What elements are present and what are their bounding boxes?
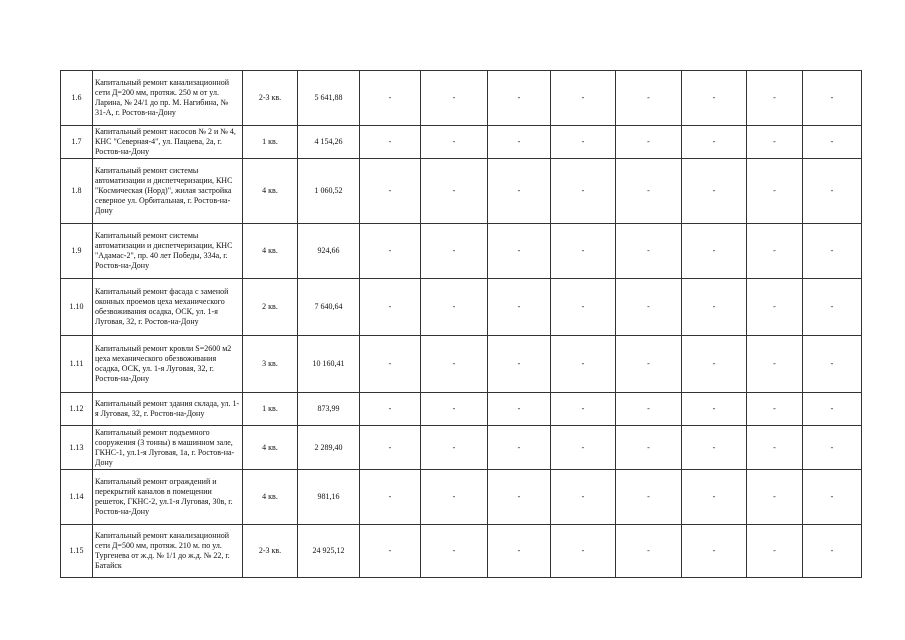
work-description: Капитальный ремонт насосов № 2 и № 4, КНС "Северная-4", ул. Пацаева, 2а, г. Ростов-на-Дону bbox=[93, 126, 243, 159]
row-number: 1.11 bbox=[61, 336, 93, 393]
empty-value-cell: - bbox=[803, 71, 862, 126]
work-description: Капитальный ремонт системы автоматизации и диспетчеризации, КНС "Адамас-2", пр. 40 лет Победы, 334а, г. Ростов-на-Дону bbox=[93, 224, 243, 279]
quarter-cell: 3 кв. bbox=[243, 336, 298, 393]
empty-value-cell: - bbox=[360, 470, 421, 525]
empty-value-cell: - bbox=[682, 336, 747, 393]
amount-cell: 10 160,41 bbox=[298, 336, 360, 393]
empty-value-cell: - bbox=[551, 279, 616, 336]
empty-value-cell: - bbox=[616, 71, 682, 126]
table-row bbox=[61, 525, 862, 578]
empty-value-cell: - bbox=[551, 336, 616, 393]
empty-value-cell: - bbox=[360, 159, 421, 224]
empty-value-cell: - bbox=[682, 126, 747, 159]
empty-value-cell: - bbox=[747, 336, 803, 393]
empty-value-cell: - bbox=[803, 393, 862, 426]
table-row bbox=[61, 159, 862, 224]
row-number: 1.9 bbox=[61, 224, 93, 279]
empty-value-cell: - bbox=[488, 393, 551, 426]
quarter-cell: 2 кв. bbox=[243, 279, 298, 336]
quarter-cell: 4 кв. bbox=[243, 426, 298, 470]
amount-cell: 5 641,88 bbox=[298, 71, 360, 126]
empty-value-cell: - bbox=[682, 279, 747, 336]
empty-value-cell: - bbox=[747, 279, 803, 336]
empty-value-cell: - bbox=[551, 525, 616, 578]
row-number: 1.6 bbox=[61, 71, 93, 126]
row-number: 1.13 bbox=[61, 426, 93, 470]
empty-value-cell: - bbox=[421, 525, 488, 578]
empty-value-cell: - bbox=[747, 71, 803, 126]
empty-value-cell: - bbox=[551, 470, 616, 525]
empty-value-cell: - bbox=[488, 224, 551, 279]
empty-value-cell: - bbox=[488, 525, 551, 578]
empty-value-cell: - bbox=[803, 279, 862, 336]
empty-value-cell: - bbox=[551, 159, 616, 224]
empty-value-cell: - bbox=[747, 393, 803, 426]
empty-value-cell: - bbox=[803, 525, 862, 578]
empty-value-cell: - bbox=[421, 159, 488, 224]
row-number: 1.7 bbox=[61, 126, 93, 159]
table-row bbox=[61, 279, 862, 336]
table-row bbox=[61, 426, 862, 470]
work-description: Капитальный ремонт здания склада, ул. 1-я Луговая, 32, г. Ростов-на-Дону bbox=[93, 393, 243, 426]
amount-cell: 4 154,26 bbox=[298, 126, 360, 159]
table-row bbox=[61, 126, 862, 159]
empty-value-cell: - bbox=[421, 279, 488, 336]
work-description: Капитальный ремонт канализационной сети Д=500 мм, протяж. 210 м. по ул. Тургенева от ж.д. № 1/1 до ж.д. № 22, г. Батайск bbox=[93, 525, 243, 578]
empty-value-cell: - bbox=[803, 159, 862, 224]
empty-value-cell: - bbox=[747, 159, 803, 224]
row-number: 1.15 bbox=[61, 525, 93, 578]
empty-value-cell: - bbox=[360, 71, 421, 126]
amount-cell: 873,99 bbox=[298, 393, 360, 426]
work-description: Капитальный ремонт ограждений и перекрытий каналов в помещении решеток, ГКНС-2, ул.1-я Луговая, 30в, г. Ростов-на-Дону bbox=[93, 470, 243, 525]
quarter-cell: 4 кв. bbox=[243, 470, 298, 525]
amount-cell: 1 060,52 bbox=[298, 159, 360, 224]
empty-value-cell: - bbox=[682, 71, 747, 126]
empty-value-cell: - bbox=[616, 126, 682, 159]
empty-value-cell: - bbox=[616, 224, 682, 279]
empty-value-cell: - bbox=[616, 336, 682, 393]
row-number: 1.10 bbox=[61, 279, 93, 336]
quarter-cell: 2-3 кв. bbox=[243, 525, 298, 578]
empty-value-cell: - bbox=[551, 393, 616, 426]
quarter-cell: 1 кв. bbox=[243, 126, 298, 159]
empty-value-cell: - bbox=[682, 525, 747, 578]
empty-value-cell: - bbox=[747, 224, 803, 279]
empty-value-cell: - bbox=[360, 426, 421, 470]
table-row bbox=[61, 470, 862, 525]
empty-value-cell: - bbox=[616, 525, 682, 578]
empty-value-cell: - bbox=[360, 224, 421, 279]
empty-value-cell: - bbox=[747, 426, 803, 470]
empty-value-cell: - bbox=[421, 336, 488, 393]
empty-value-cell: - bbox=[682, 470, 747, 525]
empty-value-cell: - bbox=[488, 336, 551, 393]
amount-cell: 924,66 bbox=[298, 224, 360, 279]
empty-value-cell: - bbox=[488, 126, 551, 159]
empty-value-cell: - bbox=[616, 279, 682, 336]
empty-value-cell: - bbox=[360, 336, 421, 393]
empty-value-cell: - bbox=[803, 126, 862, 159]
empty-value-cell: - bbox=[682, 393, 747, 426]
empty-value-cell: - bbox=[616, 393, 682, 426]
row-number: 1.8 bbox=[61, 159, 93, 224]
quarter-cell: 2-3 кв. bbox=[243, 71, 298, 126]
table-row bbox=[61, 393, 862, 426]
quarter-cell: 4 кв. bbox=[243, 224, 298, 279]
empty-value-cell: - bbox=[360, 525, 421, 578]
empty-value-cell: - bbox=[616, 159, 682, 224]
empty-value-cell: - bbox=[551, 224, 616, 279]
row-number: 1.14 bbox=[61, 470, 93, 525]
empty-value-cell: - bbox=[747, 525, 803, 578]
amount-cell: 2 289,40 bbox=[298, 426, 360, 470]
quarter-cell: 1 кв. bbox=[243, 393, 298, 426]
quarter-cell: 4 кв. bbox=[243, 159, 298, 224]
table-body bbox=[61, 71, 862, 578]
amount-cell: 981,16 bbox=[298, 470, 360, 525]
work-description: Капитальный ремонт фасада с заменой оконных проемов цеха механического обезвоживания осадка, ОСК, ул. 1-я Луговая, 32, г. Ростов-на-Дону bbox=[93, 279, 243, 336]
empty-value-cell: - bbox=[421, 426, 488, 470]
empty-value-cell: - bbox=[551, 126, 616, 159]
amount-cell: 7 640,64 bbox=[298, 279, 360, 336]
empty-value-cell: - bbox=[551, 71, 616, 126]
empty-value-cell: - bbox=[488, 159, 551, 224]
work-description: Капитальный ремонт кровли S=2600 м2 цеха механического обезвоживания осадка, ОСК, ул. 1-я Луговая, 32, г. Ростов-на-Дону bbox=[93, 336, 243, 393]
empty-value-cell: - bbox=[360, 126, 421, 159]
empty-value-cell: - bbox=[360, 393, 421, 426]
row-number: 1.12 bbox=[61, 393, 93, 426]
table-row bbox=[61, 71, 862, 126]
empty-value-cell: - bbox=[682, 159, 747, 224]
table-row bbox=[61, 336, 862, 393]
empty-value-cell: - bbox=[421, 224, 488, 279]
empty-value-cell: - bbox=[747, 470, 803, 525]
empty-value-cell: - bbox=[616, 426, 682, 470]
empty-value-cell: - bbox=[803, 426, 862, 470]
empty-value-cell: - bbox=[360, 279, 421, 336]
empty-value-cell: - bbox=[421, 126, 488, 159]
empty-value-cell: - bbox=[488, 470, 551, 525]
work-description: Капитальный ремонт подъемного сооружения (3 тонны) в машинном зале, ГКНС-1, ул.1-я Луговая, 1а, г. Ростов-на-Дону bbox=[93, 426, 243, 470]
repair-plan-table bbox=[60, 70, 862, 578]
empty-value-cell: - bbox=[803, 470, 862, 525]
empty-value-cell: - bbox=[488, 426, 551, 470]
empty-value-cell: - bbox=[551, 426, 616, 470]
empty-value-cell: - bbox=[747, 126, 803, 159]
empty-value-cell: - bbox=[488, 71, 551, 126]
empty-value-cell: - bbox=[421, 71, 488, 126]
empty-value-cell: - bbox=[616, 470, 682, 525]
empty-value-cell: - bbox=[803, 224, 862, 279]
table-row bbox=[61, 224, 862, 279]
empty-value-cell: - bbox=[803, 336, 862, 393]
work-description: Капитальный ремонт канализационной сети Д=200 мм, протяж. 250 м от ул. Ларина, № 24/1 до пр. М. Нагибина, № 31-А, г. Ростов-на-Дону bbox=[93, 71, 243, 126]
empty-value-cell: - bbox=[488, 279, 551, 336]
empty-value-cell: - bbox=[682, 224, 747, 279]
empty-value-cell: - bbox=[421, 393, 488, 426]
empty-value-cell: - bbox=[421, 470, 488, 525]
amount-cell: 24 925,12 bbox=[298, 525, 360, 578]
empty-value-cell: - bbox=[682, 426, 747, 470]
work-description: Капитальный ремонт системы автоматизации и диспетчеризации, КНС "Космическая (Норд)", жилая застройка северное ул. Орбитальная, г. Ростов-на-Дону bbox=[93, 159, 243, 224]
